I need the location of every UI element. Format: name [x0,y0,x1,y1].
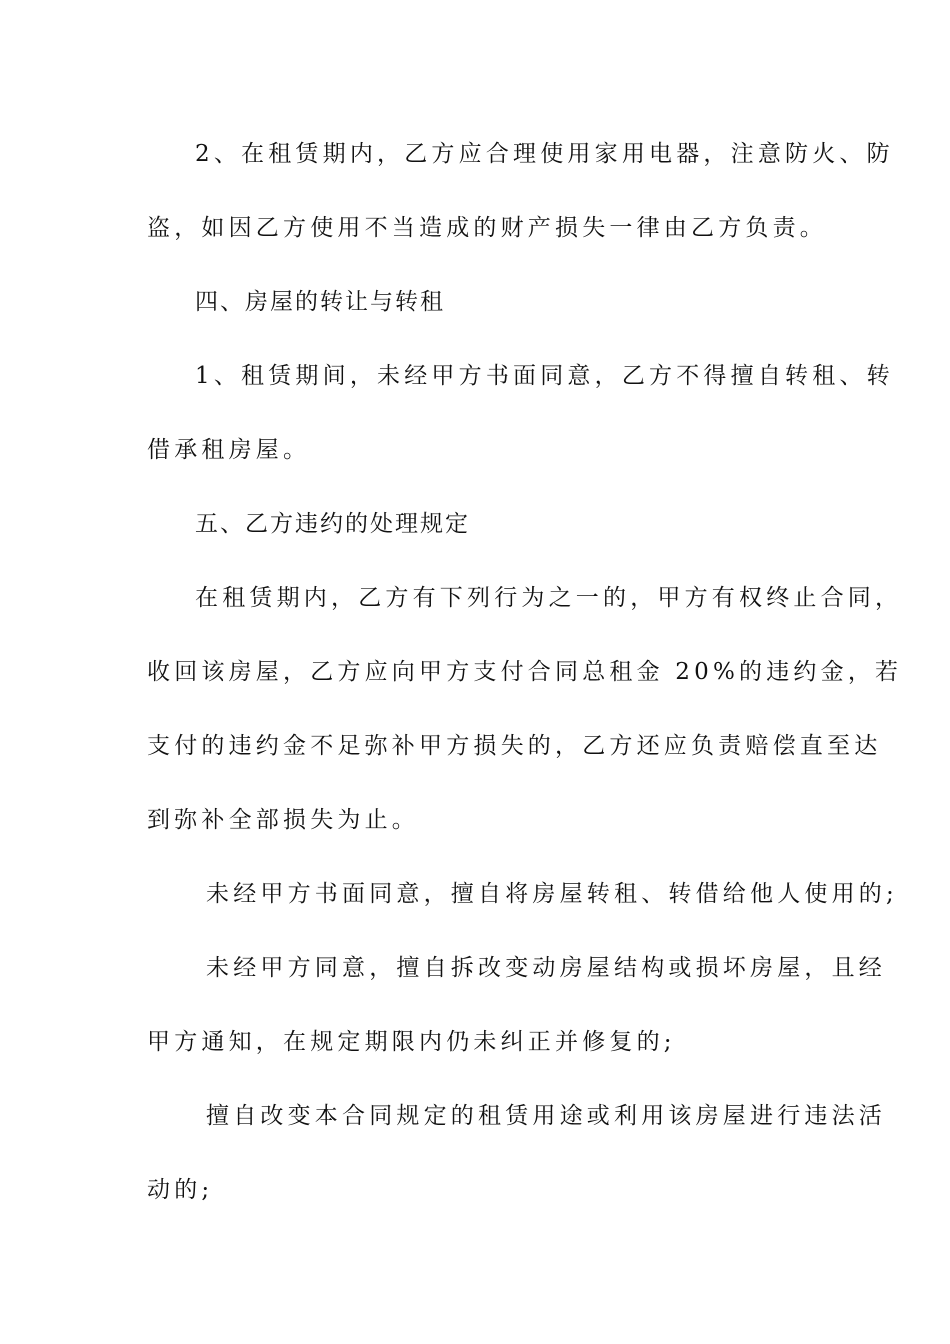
paragraph-line-6: 收回该房屋，乙方应向甲方支付合同总租金 20%的违约金，若 [147,659,903,685]
paragraph-line-1: 2、在租赁期内，乙方应合理使用家用电器，注意防火、防 [195,141,894,167]
section-heading-5: 五、乙方违约的处理规定 [195,511,470,537]
paragraph-line-3: 1、租赁期间，未经甲方书面同意，乙方不得擅自转租、转 [195,363,894,389]
paragraph-line-4: 借承租房屋。 [147,437,311,463]
paragraph-line-5: 在租赁期内，乙方有下列行为之一的，甲方有权终止合同， [195,585,903,611]
paragraph-line-13: 动的; [147,1177,214,1203]
section-heading-4: 四、房屋的转让与转租 [195,289,445,315]
paragraph-line-8: 到弥补全部损失为止。 [147,807,419,833]
paragraph-line-11: 甲方通知，在规定期限内仍未纠正并修复的; [147,1029,676,1055]
paragraph-line-7: 支付的违约金不足弥补甲方损失的，乙方还应负责赔偿直至达 [147,733,882,759]
paragraph-line-12: 擅自改变本合同规定的租赁用途或利用该房屋进行违法活 [206,1103,886,1129]
paragraph-line-2: 盗，如因乙方使用不当造成的财产损失一律由乙方负责。 [147,215,827,241]
paragraph-line-9: 未经甲方书面同意，擅自将房屋转租、转借给他人使用的; [206,881,898,907]
paragraph-line-10: 未经甲方同意，擅自拆改变动房屋结构或损坏房屋，且经 [206,955,886,981]
